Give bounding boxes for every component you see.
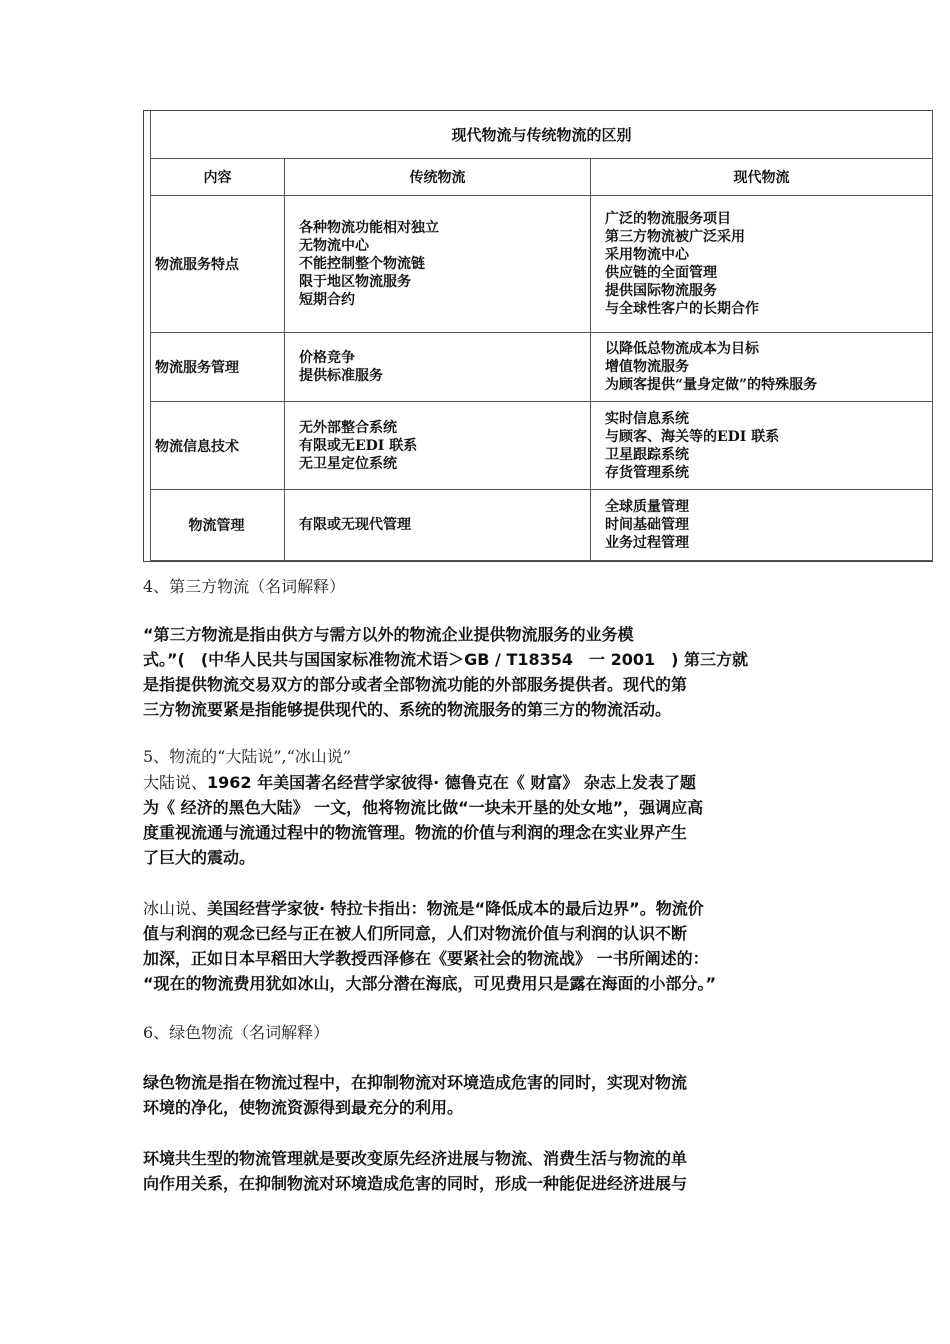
row-traditional [285, 402, 591, 490]
table-title: 现代物流与传统物流的区别 [151, 111, 933, 159]
body-line: 式。”( (中华人民共与国国家标准物流术语＞GB / T18354 一 2001 ) 第三方就 [143, 650, 749, 669]
cell-line: 业务过程管理 [605, 535, 689, 551]
table-row [151, 333, 933, 402]
table-row [151, 196, 933, 333]
body-line: 环境共生型的物流管理就是要改变原先经济进展与物流、消费生活与物流的单 [143, 1149, 688, 1168]
cell-line: 有限或无EDI 联系 [299, 437, 418, 454]
mainland-lead: 大陆说、 [143, 773, 208, 792]
body-line: 值与利润的观念已经与正在被人们所同意，人们对物流价值与利润的认识不断 [143, 924, 688, 943]
body-line: 为《 经济的黑色大陆》 一文，他将物流比做“一块未开垦的处女地”，强调应高 [143, 798, 704, 817]
body-line: “第三方物流是指由供方与需方以外的物流企业提供物流服务的业务模 [143, 625, 634, 644]
body-line [143, 770, 813, 795]
cell-line: 供应链的全面管理 [605, 265, 717, 281]
cell-line: 实时信息系统 [605, 410, 689, 427]
body-line: 加深，正如日本早稻田大学教授西泽修在《要紧社会的物流战》 一书所阐述的： [143, 949, 709, 968]
cell-line: 限于地区物流服务 [299, 274, 411, 290]
body-line: 度重视流通与流通过程中的物流管理。物流的价值与利润的理念在实业界产生 [143, 823, 688, 842]
cell-line: 增值物流服务 [605, 359, 689, 375]
cell-line: 不能控制整个物流链 [299, 256, 425, 272]
table-row [151, 402, 933, 490]
row-modern [591, 402, 933, 490]
row-traditional [285, 490, 591, 561]
cell-line: 全球质量管理 [605, 499, 689, 515]
header-modern: 现代物流 [591, 159, 933, 196]
cell-line: 时间基础管理 [605, 517, 689, 533]
cell-line: 各种物流功能相对独立 [299, 220, 439, 236]
cell-line: 有限或无现代管理 [299, 517, 411, 533]
comparison-table [150, 111, 933, 561]
header-content: 内容 [151, 159, 285, 196]
body-text: 1962 年美国著名经营学家彼得· 德鲁克在《 财富》 杂志上发表了题 [207, 773, 696, 792]
row-modern [591, 490, 933, 561]
cell-line: 卫星跟踪系统 [605, 446, 689, 463]
body-line: 是指提供物流交易双方的部分或者全部物流功能的外部服务提供者。现代的第 [143, 675, 688, 694]
section-6-heading: 6、绿色物流（名词解释） [143, 1023, 330, 1042]
table-row [151, 490, 933, 561]
body-line: 了巨大的震动。 [143, 848, 256, 867]
body-line: 绿色物流是指在物流过程中，在抑制物流对环境造成危害的同时，实现对物流 [143, 1073, 688, 1092]
section-6-paragraph-2 [143, 1146, 813, 1196]
section-5-heading: 5、物流的“大陆说”,“冰山说” [143, 747, 351, 766]
cell-line: 为顾客提供“量身定做”的特殊服务 [605, 377, 818, 393]
row-traditional [285, 333, 591, 402]
body-text: 美国经营学家彼· 特拉卡指出：物流是“降低成本的最后边界”。物流价 [207, 899, 704, 918]
cell-line: 存货管理系统 [605, 464, 689, 481]
row-modern [591, 333, 933, 402]
cell-line: 无卫星定位系统 [299, 455, 397, 472]
section-4-heading: 4、第三方物流（名词解释） [143, 577, 346, 596]
iceberg-lead: 冰山说、 [143, 899, 208, 918]
body-line: “现在的物流费用犹如冰山，大部分潜在海底，可见费用只是露在海面的小部分。” [143, 974, 717, 993]
comparison-table-figure [143, 110, 933, 562]
body-line: 向作用关系，在抑制物流对环境造成危害的同时，形成一种能促进经济进展与 [143, 1174, 688, 1193]
row-category: 物流管理 [151, 490, 285, 561]
section-4-body [143, 622, 813, 722]
cell-line: 短期合约 [299, 292, 355, 308]
section-5-mainland-paragraph [143, 770, 813, 870]
header-traditional: 传统物流 [285, 159, 591, 196]
cell-line: 提供标准服务 [299, 368, 383, 384]
row-category: 物流服务管理 [151, 333, 285, 402]
body-line: 三方物流要紧是指能够提供现代的、系统的物流服务的第三方的物流活动。 [143, 700, 672, 719]
row-modern [591, 196, 933, 333]
cell-line: 与全球性客户的长期合作 [605, 301, 759, 317]
row-category: 物流服务特点 [151, 196, 285, 333]
cell-line: 以降低总物流成本为目标 [605, 341, 759, 357]
cell-line: 采用物流中心 [605, 247, 689, 263]
cell-line: 广泛的物流服务项目 [605, 211, 731, 227]
cell-line: 与顾客、海关等的EDI 联系 [605, 428, 780, 445]
cell-line: 价格竞争 [299, 350, 355, 366]
cell-line: 第三方物流被广泛采用 [605, 229, 745, 245]
cell-line: 提供国际物流服务 [605, 283, 717, 299]
section-6-paragraph-1 [143, 1070, 813, 1120]
row-category: 物流信息技术 [151, 402, 285, 490]
cell-line: 无物流中心 [299, 238, 369, 254]
body-line [143, 896, 813, 921]
section-5-iceberg-paragraph [143, 896, 813, 996]
body-line: 环境的净化，使物流资源得到最充分的利用。 [143, 1098, 464, 1117]
row-traditional [285, 196, 591, 333]
cell-line: 无外部整合系统 [299, 419, 397, 436]
